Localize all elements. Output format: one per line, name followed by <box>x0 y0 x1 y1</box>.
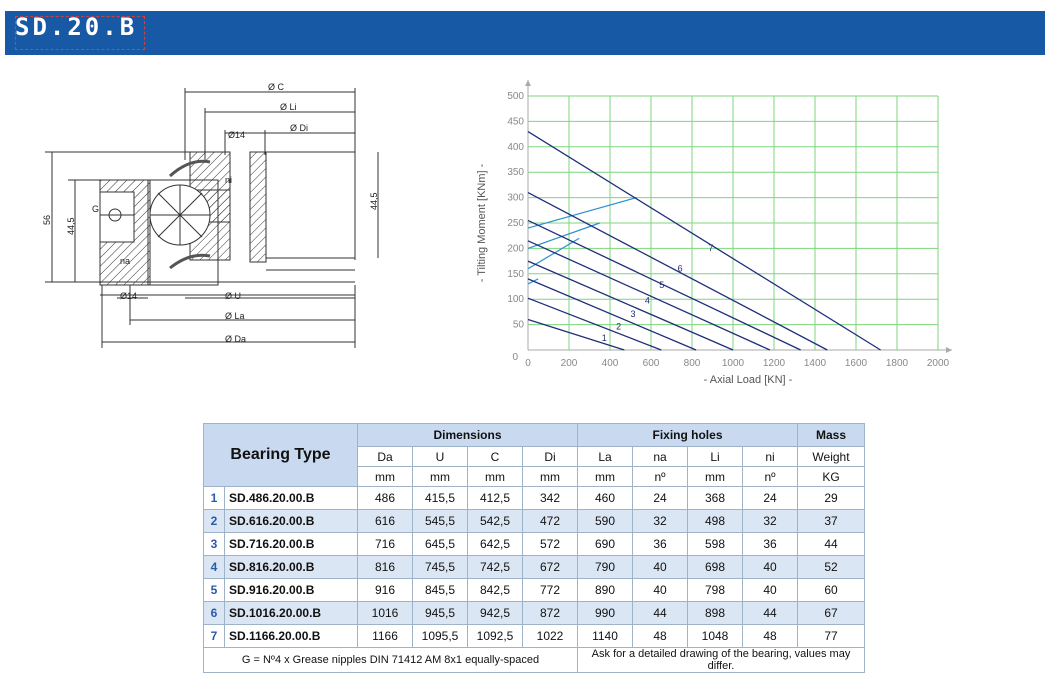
row-cell: 590 <box>578 510 633 533</box>
series-label: 4 <box>644 295 650 306</box>
row-cell: 37 <box>798 510 865 533</box>
dim-na-label: na <box>120 256 131 266</box>
x-tick-label: 600 <box>642 358 660 369</box>
row-cell: 898 <box>688 602 743 625</box>
row-cell: 29 <box>798 487 865 510</box>
x-tick-label: 1000 <box>721 358 745 369</box>
x-tick-label: 1800 <box>885 358 909 369</box>
row-cell: 745,5 <box>413 556 468 579</box>
row-cell: 486 <box>358 487 413 510</box>
page-header <box>5 11 1045 55</box>
col-unit-di: mm <box>523 467 578 487</box>
series-line-3 <box>528 279 696 350</box>
row-cell: 44 <box>633 602 688 625</box>
footer-left-note: G = Nº4 x Grease nipples DIN 71412 AM 8x1 equally-spaced <box>204 648 578 673</box>
table-row <box>204 579 865 602</box>
row-cell: 790 <box>578 556 633 579</box>
y-tick-label: 200 <box>507 243 524 255</box>
chart-y-label: - Tilting Moment [KNm] - <box>476 163 488 283</box>
x-tick-label: 400 <box>601 358 619 369</box>
row-cell: 598 <box>688 533 743 556</box>
row-bearing-type: SD.816.20.00.B <box>225 556 358 579</box>
row-cell: 24 <box>633 487 688 510</box>
series-line-4 <box>528 261 733 350</box>
row-cell: 32 <box>633 510 688 533</box>
row-cell: 1095,5 <box>413 625 468 648</box>
row-bearing-type: SD.1016.20.00.B <box>225 602 358 625</box>
col-header-weight: Weight <box>798 447 865 467</box>
row-cell: 572 <box>523 533 578 556</box>
row-bearing-type: SD.916.20.00.B <box>225 579 358 602</box>
dim-c-label: Ø C <box>268 82 285 92</box>
x-tick-label: 200 <box>560 358 578 369</box>
row-cell: 842,5 <box>468 579 523 602</box>
row-cell: 1022 <box>523 625 578 648</box>
row-cell: 36 <box>743 533 798 556</box>
row-cell: 945,5 <box>413 602 468 625</box>
dim-445-left-label: 44,5 <box>66 217 76 235</box>
y-tick-label: 250 <box>507 218 524 229</box>
cross-section-drawing <box>40 80 410 380</box>
row-cell: 40 <box>633 579 688 602</box>
row-bearing-type: SD.1166.20.00.B <box>225 625 358 648</box>
row-index: 5 <box>204 579 225 602</box>
dim-14-top-label: Ø14 <box>228 130 246 140</box>
bearing-type-header: Bearing Type <box>204 424 358 487</box>
row-bearing-type: SD.486.20.00.B <box>225 487 358 510</box>
row-bearing-type: SD.616.20.00.B <box>225 510 358 533</box>
dim-ni-label: ni <box>225 175 233 185</box>
row-cell: 798 <box>688 579 743 602</box>
row-index: 6 <box>204 602 225 625</box>
dim-445-right-label: 44,5 <box>369 192 379 210</box>
row-cell: 1048 <box>688 625 743 648</box>
row-cell: 916 <box>358 579 413 602</box>
row-cell: 32 <box>743 510 798 533</box>
row-cell: 690 <box>578 533 633 556</box>
row-cell: 1016 <box>358 602 413 625</box>
fixing-holes-header: Fixing holes <box>578 424 798 447</box>
row-bearing-type: SD.716.20.00.B <box>225 533 358 556</box>
row-index: 2 <box>204 510 225 533</box>
x-tick-label: 1400 <box>803 358 827 369</box>
col-header-u: U <box>413 447 468 467</box>
row-index: 1 <box>204 487 225 510</box>
col-unit-weight: KG <box>798 467 865 487</box>
dim-la-label: Ø La <box>225 311 245 321</box>
dim-li-label: Ø Li <box>280 102 297 112</box>
row-cell: 52 <box>798 556 865 579</box>
row-cell: 415,5 <box>413 487 468 510</box>
row-cell: 40 <box>743 556 798 579</box>
row-cell: 672 <box>523 556 578 579</box>
row-cell: 48 <box>633 625 688 648</box>
row-cell: 890 <box>578 579 633 602</box>
dim-da-label: Ø Da <box>225 334 247 344</box>
row-cell: 44 <box>743 602 798 625</box>
y-tick-label: 50 <box>512 319 524 331</box>
row-cell: 342 <box>523 487 578 510</box>
col-header-da: Da <box>358 447 413 467</box>
row-cell: 645,5 <box>413 533 468 556</box>
col-unit-da: mm <box>358 467 413 487</box>
row-cell: 545,5 <box>413 510 468 533</box>
row-cell: 1092,5 <box>468 625 523 648</box>
row-cell: 24 <box>743 487 798 510</box>
table-row <box>204 510 865 533</box>
dim-u-label: Ø U <box>225 291 242 301</box>
origin-tick-label: 0 <box>512 352 518 363</box>
row-cell: 872 <box>523 602 578 625</box>
dim-56-label: 56 <box>42 214 52 225</box>
y-tick-label: 500 <box>507 91 524 102</box>
series-label: 2 <box>616 321 622 332</box>
row-cell: 368 <box>688 487 743 510</box>
col-unit-c: mm <box>468 467 523 487</box>
table-row <box>204 625 865 648</box>
row-cell: 742,5 <box>468 556 523 579</box>
chart-series <box>528 132 881 350</box>
row-cell: 67 <box>798 602 865 625</box>
y-tick-label: 150 <box>507 268 524 280</box>
row-cell: 498 <box>688 510 743 533</box>
row-index: 4 <box>204 556 225 579</box>
row-cell: 1140 <box>578 625 633 648</box>
col-header-li: Li <box>688 447 743 467</box>
chart-ticks <box>507 91 949 369</box>
bearing-spec-table <box>203 423 865 673</box>
row-cell: 642,5 <box>468 533 523 556</box>
row-cell: 845,5 <box>413 579 468 602</box>
x-axis-arrow <box>946 347 952 353</box>
row-cell: 816 <box>358 556 413 579</box>
table-row <box>204 602 865 625</box>
series-line-8 <box>528 132 881 350</box>
series-line-2 <box>528 298 661 350</box>
row-cell: 472 <box>523 510 578 533</box>
col-unit-li: mm <box>688 467 743 487</box>
series-label: 7 <box>708 242 714 253</box>
x-tick-label: 0 <box>525 358 531 369</box>
page-title: SD.20.B <box>15 13 138 41</box>
x-tick-label: 1600 <box>844 358 868 369</box>
y-tick-label: 100 <box>507 294 524 306</box>
y-tick-label: 300 <box>507 192 524 204</box>
table-row <box>204 556 865 579</box>
footer-right-note: Ask for a detailed drawing of the bearing, values may differ. <box>578 648 865 673</box>
row-cell: 40 <box>743 579 798 602</box>
mass-header: Mass <box>798 424 865 447</box>
chart-grid <box>528 96 938 350</box>
col-unit-la: mm <box>578 467 633 487</box>
row-cell: 36 <box>633 533 688 556</box>
x-tick-label: 800 <box>683 358 701 369</box>
col-unit-na: nº <box>633 467 688 487</box>
row-cell: 542,5 <box>468 510 523 533</box>
series-label: 3 <box>630 308 636 319</box>
row-cell: 48 <box>743 625 798 648</box>
row-cell: 1166 <box>358 625 413 648</box>
y-tick-label: 400 <box>507 141 524 153</box>
table-row <box>204 533 865 556</box>
row-index: 7 <box>204 625 225 648</box>
col-unit-ni: nº <box>743 467 798 487</box>
col-header-di: Di <box>523 447 578 467</box>
col-header-ni: ni <box>743 447 798 467</box>
table-row <box>204 487 865 510</box>
row-cell: 990 <box>578 602 633 625</box>
row-cell: 44 <box>798 533 865 556</box>
y-axis-arrow <box>525 80 531 86</box>
teeth-line <box>528 198 637 228</box>
dim-g-label: G <box>92 204 100 214</box>
row-cell: 698 <box>688 556 743 579</box>
row-cell: 60 <box>798 579 865 602</box>
col-unit-u: mm <box>413 467 468 487</box>
load-chart <box>470 68 970 388</box>
x-tick-label: 2000 <box>926 358 950 369</box>
dimensions-header: Dimensions <box>358 424 578 447</box>
row-cell: 772 <box>523 579 578 602</box>
row-cell: 460 <box>578 487 633 510</box>
teeth-line <box>528 223 600 248</box>
dim-di-label: Ø Di <box>290 123 308 133</box>
series-label: 1 <box>601 332 607 343</box>
series-label: 6 <box>677 263 683 274</box>
dim-14-bot-label: Ø14 <box>120 291 138 301</box>
row-cell: 716 <box>358 533 413 556</box>
col-header-la: La <box>578 447 633 467</box>
row-index: 3 <box>204 533 225 556</box>
col-header-c: C <box>468 447 523 467</box>
col-header-na: na <box>633 447 688 467</box>
row-cell: 616 <box>358 510 413 533</box>
chart-x-label: - Axial Load [KN] - <box>703 374 793 386</box>
y-tick-label: 350 <box>507 167 524 179</box>
row-cell: 412,5 <box>468 487 523 510</box>
row-cell: 77 <box>798 625 865 648</box>
row-cell: 942,5 <box>468 602 523 625</box>
row-cell: 40 <box>633 556 688 579</box>
x-tick-label: 1200 <box>762 358 786 369</box>
y-tick-label: 450 <box>507 116 524 128</box>
series-label: 5 <box>659 280 665 291</box>
